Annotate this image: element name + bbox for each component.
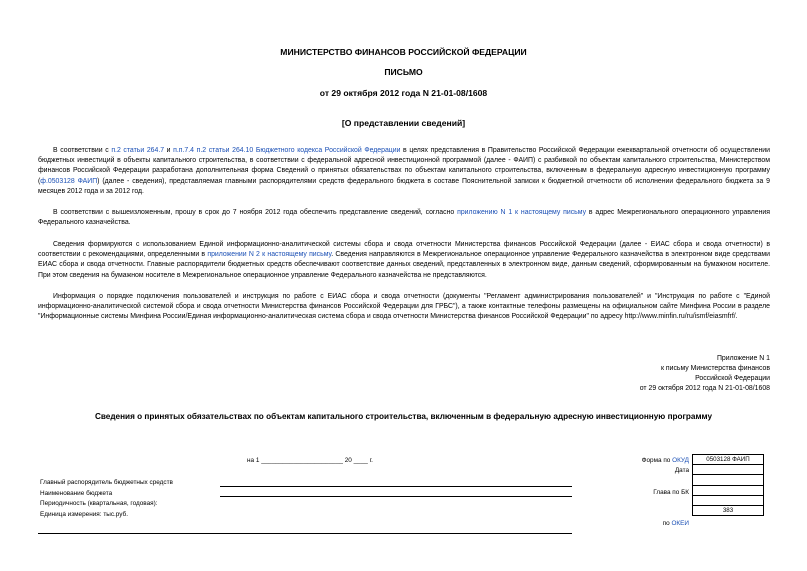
link-art-264-7[interactable]: п.2 статьи 264.7 <box>111 147 165 154</box>
bk-label: Глава по БК <box>653 489 689 496</box>
code-cell <box>693 475 764 485</box>
paragraph-3 <box>38 240 770 281</box>
paragraph-1 <box>38 146 770 197</box>
codes-table <box>692 454 764 516</box>
text: ) (далее - сведения), представляемая главными распорядителями средств федерального бюджета в составе Пояснительной записки к бюджетной отчетности об исполнении федерального бюджета за 9 месяцев 2012 года и за 2012 год. <box>38 177 770 195</box>
link-appendix-2[interactable]: приложении N 2 к настоящему письму <box>207 251 332 259</box>
appendix-line: от 29 октября 2012 года N 21-01-08/1608 <box>639 385 770 392</box>
label-budget: Наименование бюджета <box>40 490 113 497</box>
appendix-line: Приложение N 1 <box>716 355 770 362</box>
grbs-line <box>220 486 572 487</box>
doc-type: ПИСЬМО <box>384 67 423 77</box>
text: и <box>164 147 174 154</box>
text: в адрес Межрегионального операционного управления Федерального казначейства. <box>38 209 770 227</box>
text: в целях представления в Правительство Российской Федерации ежеквартальной отчетности об осуществлении бюджетных инвестиций в объекты капитального строительства, в соответствии с федеральной адресной инвестиционной программой (далее - ФАИП) с разбивкой по объектам капитального строительства, Министерством финансов Российской Федерации разработана дополнительная форма Сведений о принятых обязательствах по объектам капитального строительства, включенным в федеральную адресную инвестиционную программу ( <box>38 147 770 185</box>
date-blank: _______________________ <box>261 457 343 464</box>
text: Информация о порядке подключения пользователей и инструкция по работе с ЕИАС сбора и свода отчетности (документы "Регламент администрирования пользователей" и "Инструкция по работе с "Единой информационно-аналитической системой сбора и свода отчетности Министерства финансов Российской Федерации для ГРБС"), а также контактные телефоны размещены на официальном сайте Минфина России в разделе "Информационные системы Минфина России/Единая информационно-аналитическая система сбора и свода отчетности Министерства финансов Российской Федерации" по адресу http://www.minfin.ru/ru/ismf/eiasmfrf/. <box>38 293 770 321</box>
text: Сведения формируются с использованием Единой информационно-аналитической системы сбора и свода отчетности Министерства финансов Российской Федерации (далее - ЕИАС сбора и свода отчетности) в соответствии с рекомендациями, определенными в <box>38 241 770 259</box>
appendix-block <box>510 354 770 394</box>
paragraph-2 <box>38 208 770 228</box>
paragraph-4 <box>38 292 770 323</box>
label-period: Периодичность (квартальная, годовая): <box>40 500 158 507</box>
okud-prefix: Форма по <box>641 457 673 464</box>
budget-line <box>220 496 572 497</box>
code-okei-cell: 383 <box>693 505 764 515</box>
okud-label <box>579 457 689 464</box>
okud-link[interactable]: ОКУД <box>672 457 689 464</box>
label-unit: Единица измерения: тыс.руб. <box>40 511 128 518</box>
okei-label <box>579 520 689 527</box>
doc-date-number: от 29 октября 2012 года N 21-01-08/1608 <box>319 88 488 98</box>
link-art-264-10[interactable]: п.п.7.4 п.2 статьи 264.10 Бюджетного кодекса Российской Федерации <box>173 147 401 154</box>
label-grbs: Главный распорядитель бюджетных средств <box>40 479 173 486</box>
bottom-line <box>38 533 572 534</box>
link-form-0503128[interactable]: ф.0503128 ФАИП <box>40 177 98 185</box>
text: В соответствии с <box>53 147 112 154</box>
ministry-title: МИНИСТЕРСТВО ФИНАНСОВ РОССИЙСКОЙ ФЕДЕРАЦИИ <box>280 47 527 57</box>
text: . Сведения направляются в Межрегиональное операционное управление Федерального казначейства в электронном виде средствами ЕИАС сбора и свода отчетности. Главные распорядители бюджетных средств обеспечивают соответствие данных сведений, представленных в электронном виде, данным сведений, сформированным на бумажном носителе. При этом сведения на бумажном носителе в Межрегиональное операционное управление Федерального казначейства не представляются. <box>38 251 770 279</box>
code-cell <box>693 495 764 505</box>
date-year: 20 ____ г. <box>342 457 373 464</box>
okei-link[interactable]: ОКЕИ <box>671 520 689 527</box>
link-appendix-1[interactable]: приложению N 1 к настоящему письму <box>457 209 587 216</box>
code-bk-cell <box>693 485 764 495</box>
doc-subject: [О представлении сведений] <box>341 118 466 128</box>
text: В соответствии с вышеизложенным, прошу в срок до 7 ноября 2012 года обеспечить представление сведений, согласно <box>53 209 458 216</box>
code-okud-cell: 0503128 ФАИП <box>693 455 764 465</box>
date-label: Дата <box>674 467 689 474</box>
okei-prefix: по <box>662 520 672 527</box>
date-prefix: на 1 <box>247 457 262 464</box>
appendix-line: Российской Федерации <box>695 375 770 382</box>
appendix-line: к письму Министерства финансов <box>660 365 770 372</box>
form-date-line <box>247 457 373 464</box>
code-date-cell <box>693 465 764 475</box>
form-title: Сведения о принятых обязательствах по объектам капитального строительства, включенным в федеральную адресную инвестиционную программу <box>94 412 713 421</box>
